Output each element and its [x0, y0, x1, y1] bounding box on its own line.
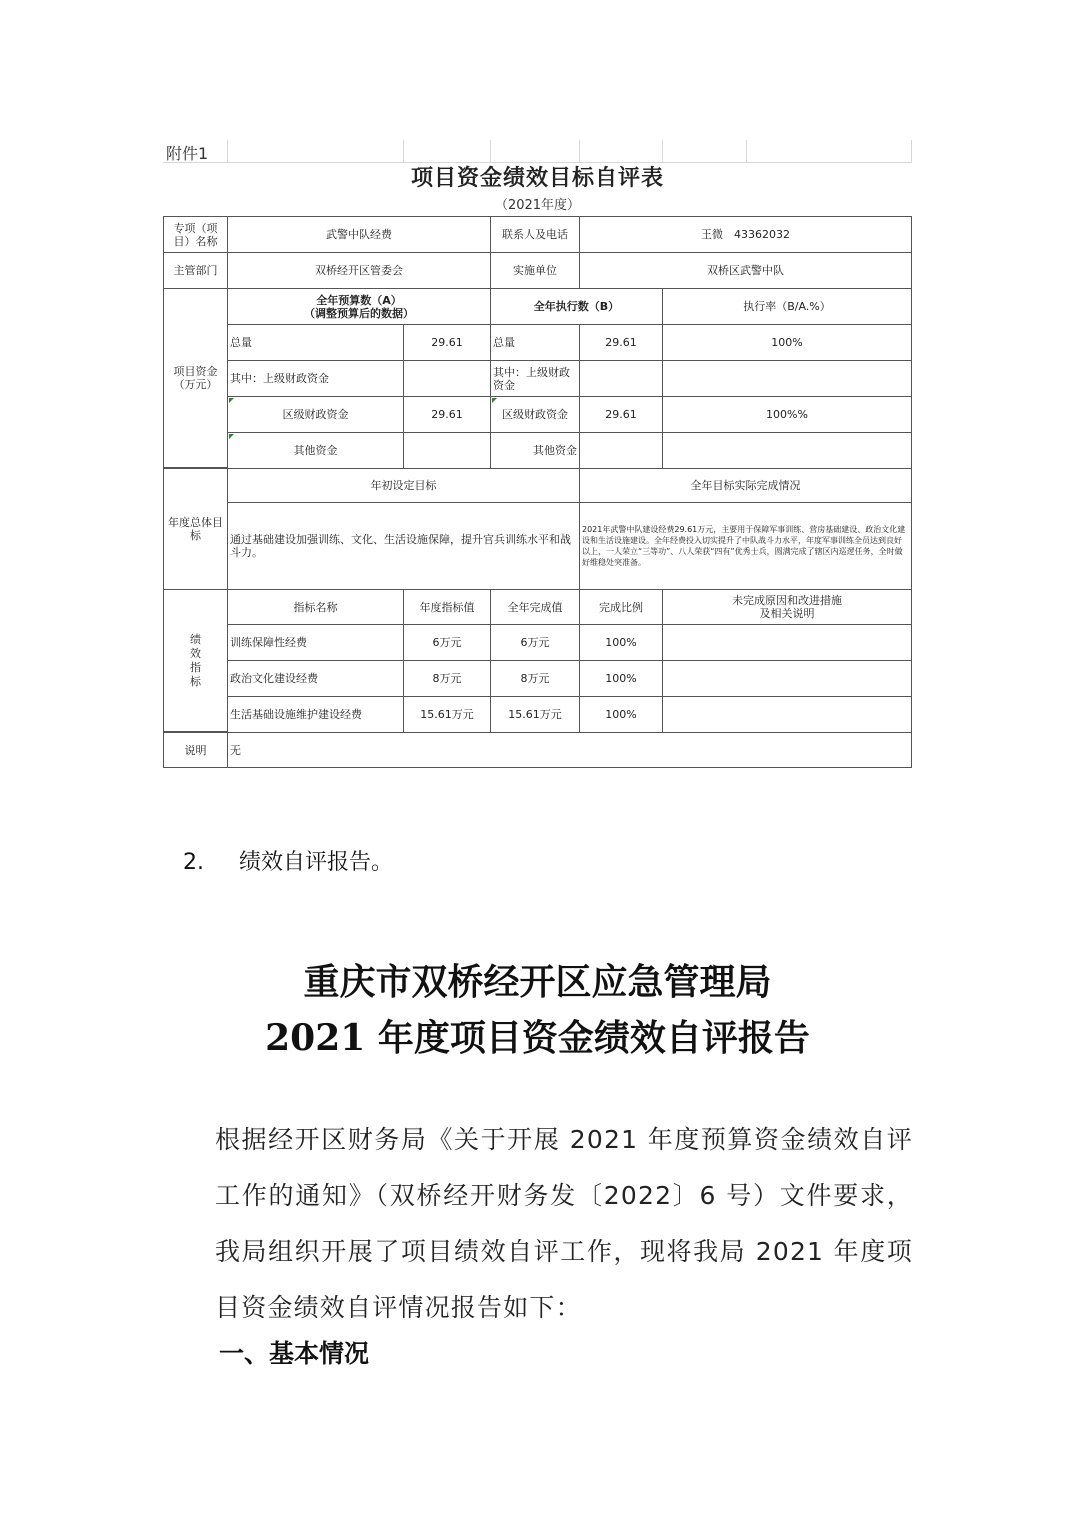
- project-name-label: 专项（项目）名称: [163, 216, 228, 253]
- impl-label: 实施单位: [490, 252, 580, 289]
- fund-label-a: 其中：上级财政资金: [227, 360, 404, 397]
- funds-label: 项目资金（万元）: [163, 288, 228, 468]
- gridline: [403, 140, 404, 162]
- section-heading: 一、基本情况: [219, 1339, 370, 1368]
- fund-rate: 100%%: [662, 396, 912, 433]
- fund-label-a: 区级财政资金: [227, 396, 404, 433]
- perf-header-name: 指标名称: [227, 589, 404, 625]
- gridline: [911, 140, 912, 162]
- performance-table: [163, 140, 912, 768]
- attachment-label: 附件1: [166, 144, 209, 163]
- perf-header-ratio: 完成比例: [579, 589, 663, 625]
- table-year: （2021年度）: [163, 196, 912, 217]
- perf-target: 15.61万元: [403, 696, 491, 733]
- report-heading-line-2: 2021 年度项目资金绩效自评报告: [265, 1017, 810, 1059]
- cell-marker-icon: [229, 398, 234, 403]
- fund-label-b: 区级财政资金: [490, 396, 580, 433]
- report-paragraph: [163, 1112, 913, 1336]
- perf-name: 训练保障性经费: [227, 624, 404, 661]
- fund-value-a: [403, 432, 491, 469]
- dept-value: 双桥经开区管委会: [227, 252, 491, 289]
- fund-label-b: 总量: [490, 324, 580, 361]
- fund-value-b: 29.61: [579, 324, 663, 361]
- goal-initial-header: 年初设定目标: [227, 468, 580, 503]
- cell-marker-icon: [492, 398, 497, 403]
- attachment-row: [163, 140, 912, 163]
- gridline: [227, 140, 228, 162]
- gridline: [746, 140, 747, 162]
- perf-ratio: 100%: [579, 624, 663, 661]
- perf-done: 15.61万元: [490, 696, 580, 733]
- fund-value-b: 29.61: [579, 396, 663, 433]
- goal-initial-text: 通过基础建设加强训练、文化、生活设施保障，提升官兵训练水平和战斗力。: [227, 502, 580, 590]
- fund-value-a: 29.61: [403, 396, 491, 433]
- cell-marker-icon: [229, 434, 234, 439]
- perf-target: 6万元: [403, 624, 491, 661]
- perf-ratio: 100%: [579, 696, 663, 733]
- perf-header-target: 年度指标值: [403, 589, 491, 625]
- rate-header: 执行率（B/A.%）: [662, 288, 912, 325]
- fund-value-a: 29.61: [403, 324, 491, 361]
- fund-value-a: [403, 360, 491, 397]
- dept-label: 主管部门: [163, 252, 228, 289]
- item-number: 2.: [183, 850, 204, 875]
- table-grid: [163, 216, 912, 768]
- perf-name: 政治文化建设经费: [227, 660, 404, 697]
- fund-rate: 100%: [662, 324, 912, 361]
- fund-rate: [662, 360, 912, 397]
- perf-target: 8万元: [403, 660, 491, 697]
- perf-header-done: 全年完成值: [490, 589, 580, 625]
- fund-label-b: 其中：上级财政资金: [490, 360, 580, 397]
- project-name-value: 武警中队经费: [227, 216, 491, 253]
- perf-header-note: 未完成原因和改进措施 及相关说明: [662, 589, 912, 625]
- fund-label-b: 其他资金: [490, 432, 580, 469]
- report-heading-line-1: 重庆市双桥经开区应急管理局: [303, 961, 772, 1003]
- goal-actual-header: 全年目标实际完成情况: [579, 468, 912, 503]
- gridline: [579, 140, 580, 162]
- perf-name: 生活基础设施维护建设经费: [227, 696, 404, 733]
- perf-note: [662, 624, 912, 661]
- perf-label: 绩效指标: [163, 589, 228, 732]
- contact-value: 王微 43362032: [579, 216, 912, 253]
- goal-label: 年度总体目标: [163, 468, 228, 590]
- remark-value: 无: [227, 732, 912, 768]
- exec-header: 全年执行数（B）: [490, 288, 663, 325]
- paragraph-text: 根据经开区财务局《关于开展 2021 年度预算资金绩效自评工作的通知》（双桥经开财务发〔2022〕6 号）文件要求，我局组织开展了项目绩效自评工作，现将我局 2021 年度项目资金绩效自评情况报告如下：: [215, 1125, 913, 1322]
- fund-rate: [662, 432, 912, 469]
- budget-header: 全年预算数（A） （调整预算后的数据）: [227, 288, 491, 325]
- perf-done: 8万元: [490, 660, 580, 697]
- impl-value: 双桥区武警中队: [579, 252, 912, 289]
- perf-done: 6万元: [490, 624, 580, 661]
- fund-value-b: [579, 360, 663, 397]
- perf-ratio: 100%: [579, 660, 663, 697]
- list-item: [183, 845, 393, 876]
- contact-label: 联系人及电话: [490, 216, 580, 253]
- perf-note: [662, 696, 912, 733]
- remark-label: 说明: [163, 732, 228, 768]
- perf-note: [662, 660, 912, 697]
- gridline: [490, 140, 491, 162]
- item-text: 绩效自评报告。: [239, 850, 394, 875]
- fund-label-a: 总量: [227, 324, 404, 361]
- goal-actual-text: 2021年武警中队建设经费29.61万元，主要用于保障军事训练、营房基础建设、政治文化建设和生活设施建设。全年经费投入切实提升了中队战斗力水平，年度军事训练全员达到良好以上，一人荣立“三等功”、八人荣获“四有”优秀士兵，圆满完成了辖区内巡逻任务，全时做好维稳处突准备。: [579, 502, 912, 590]
- table-title: 项目资金绩效目标自评表: [410, 166, 664, 191]
- fund-label-a: 其他资金: [227, 432, 404, 469]
- fund-value-b: [579, 432, 663, 469]
- gridline: [662, 140, 663, 162]
